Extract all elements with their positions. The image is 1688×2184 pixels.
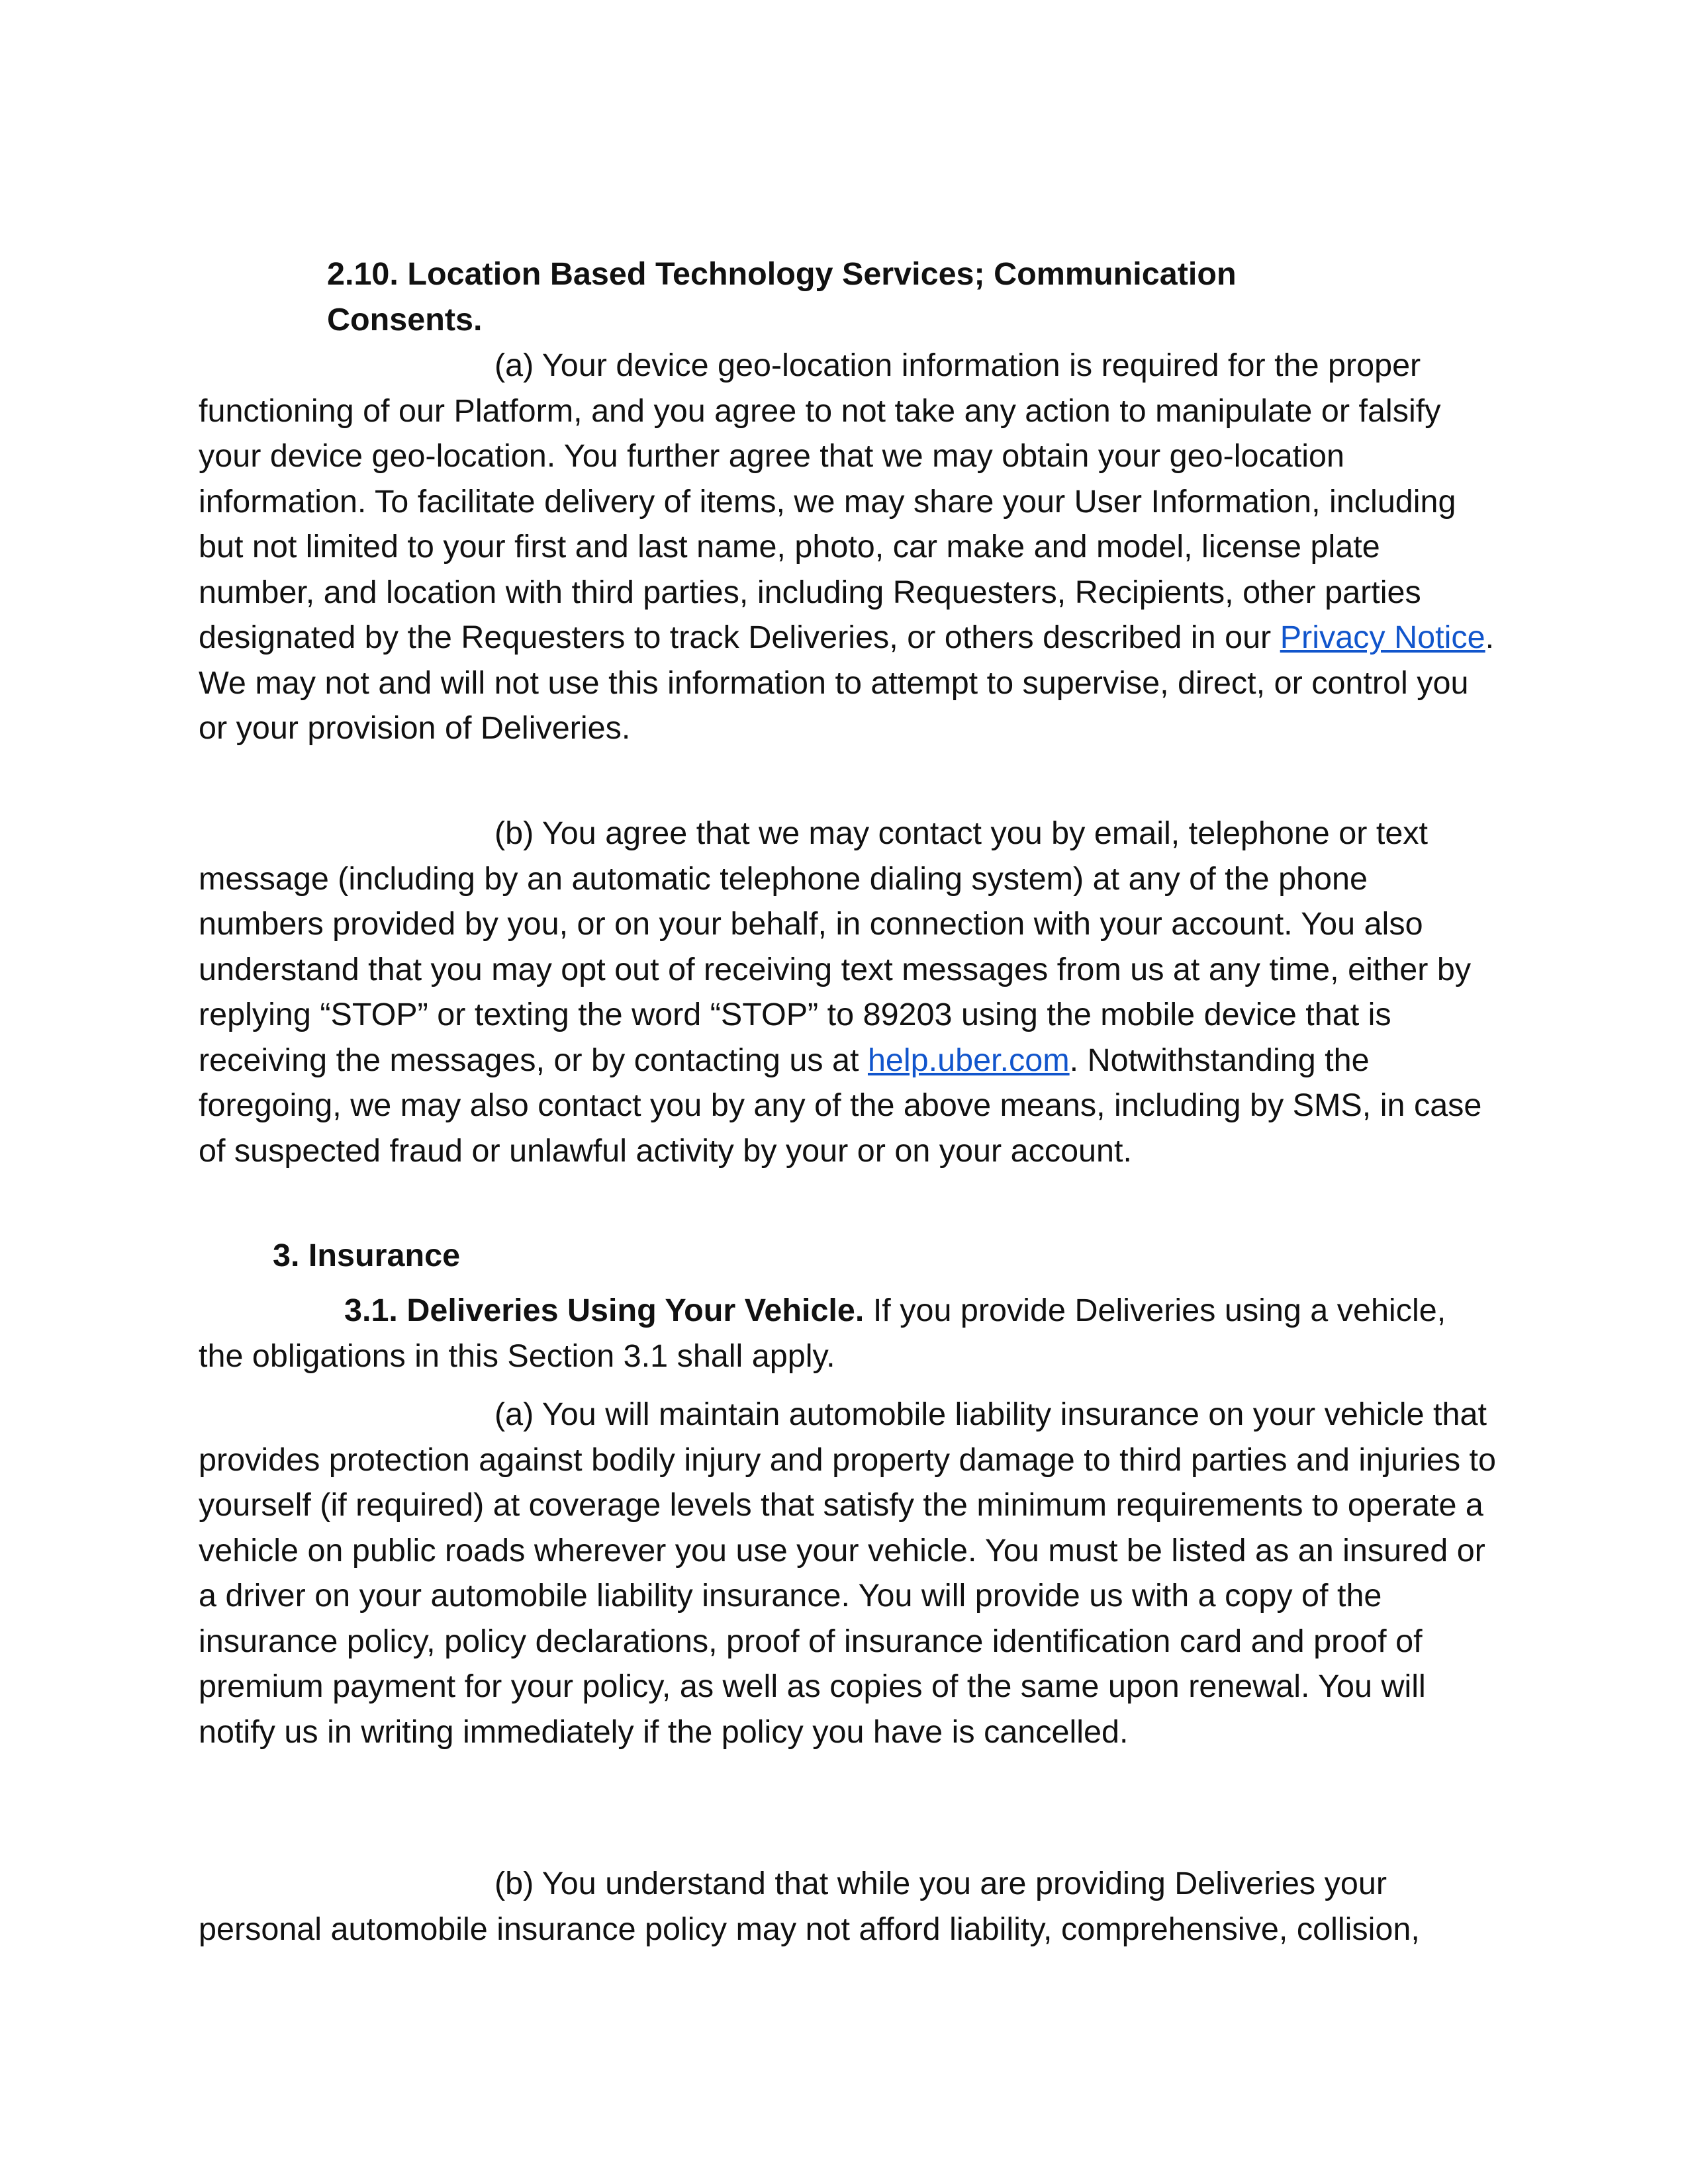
section-3-1-paragraph-a: [199, 1392, 1496, 1754]
section-2-10-heading: [327, 251, 1452, 342]
privacy-notice-link[interactable]: Privacy Notice: [1280, 619, 1485, 655]
section-3-1-paragraph-b-text: (b) You understand that while you are providing Deliveries your personal automobile insurance policy may not afford liability, comprehensive, collision,: [199, 1866, 1420, 1947]
help-uber-link[interactable]: help.uber.com: [867, 1042, 1070, 1078]
section-3-1-text: If you provide Deliveries using a vehicle, the obligations in this Section 3.1 shall apply.: [199, 1293, 1446, 1374]
paragraph-b-text: (b) You agree that we may contact you by email, telephone or text message (including by an automatic telephone dialing system) at any of the phone numbers provided by you, or on your behalf, in connection with your account. You also understand that you may opt out of receiving text messages from us at any time, either by replying “STOP” or texting the word “STOP” to 89203 using the mobile device that is receiving the messages, or by contacting us at: [199, 815, 1472, 1078]
section-2-10-paragraph-b: [199, 811, 1496, 1173]
section-2-10-heading-line2: Consents.: [327, 301, 483, 338]
paragraph-a-text: (a) Your device geo-location information is required for the proper functioning of our Platform, and you agree to not take any action to manipulate or falsify your device geo-location. You further agree that we may obtain your geo-location information. To facilitate delivery of items, we may share your User Information, including but not limited to your first and last name, photo, car make and model, license plate number, and location with third parties, including Requesters, Recipients, other parties designated by the Requesters to track Deliveries, or others described in our: [199, 347, 1456, 655]
section-3-1-paragraph-b: [199, 1861, 1496, 1952]
paragraph-b-text-end: . Notwithstanding the foregoing, we may also contact you by any of the above means, including by SMS, in case of suspected fraud or unlawful activity by your or on your account.: [199, 1042, 1482, 1169]
section-3-1-heading: 3.1. Deliveries Using Your Vehicle.: [344, 1293, 865, 1328]
section-3-heading: 3. Insurance: [273, 1238, 461, 1273]
paragraph-a-text-end: . We may not and will not use this information to attempt to supervise, direct, or control you or your provision of Deliveries.: [199, 619, 1495, 746]
section-2-10-paragraph-a: [199, 343, 1496, 751]
section-3-1-paragraph-a-text: (a) You will maintain automobile liability insurance on your vehicle that provides protection against bodily injury and property damage to third parties and injuries to yourself (if required) at coverage levels that satisfy the minimum requirements to operate a vehicle on public roads wherever you use your vehicle. You must be listed as an insured or a driver on your automobile liability insurance. You will provide us with a copy of the insurance policy, policy declarations, proof of insurance identification card and proof of premium payment for your policy, as well as copies of the same upon renewal. You will notify us in writing immediately if the policy you have is cancelled.: [199, 1396, 1496, 1750]
section-2-10-heading-line1: 2.10. Location Based Technology Services; Communication: [327, 256, 1237, 292]
section-3-1-paragraph: [199, 1288, 1496, 1379]
